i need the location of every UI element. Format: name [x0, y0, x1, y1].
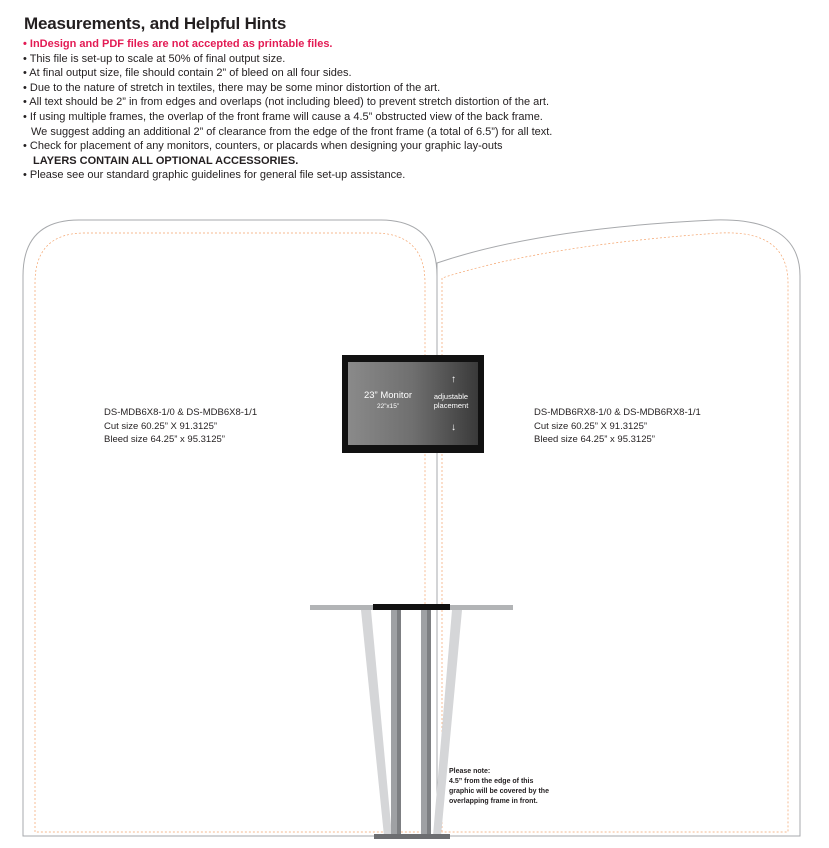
- note-line-3: graphic will be covered by the: [449, 788, 549, 795]
- hint-guidelines: • Please see our standard graphic guidelines for general file set-up assistance.: [23, 169, 406, 182]
- page-title: Measurements, and Helpful Hints: [24, 14, 287, 33]
- monitor-size: 22”x15”: [376, 403, 400, 410]
- hint-layers: LAYERS CONTAIN ALL OPTIONAL ACCESSORIES.: [33, 154, 299, 167]
- right-frame-model: DS-MDB6RX8-1/0 & DS-MDB6RX8-1/1: [534, 407, 701, 418]
- note-line-1: Please note:: [449, 768, 491, 775]
- adjustable-placement-label: [426, 392, 476, 410]
- hint-scale: • This file is set-up to scale at 50% of final output size.: [23, 52, 286, 65]
- overlap-note: [449, 767, 549, 807]
- adjustable-line-1: adjustable: [433, 392, 469, 401]
- right-frame-outline: [437, 220, 800, 836]
- hint-placement: • Check for placement of any monitors, counters, or placards when designing your graphic lay-outs: [23, 140, 503, 153]
- counter-base: [374, 834, 450, 839]
- counter-top-center: [373, 604, 450, 610]
- hint-file-types: • InDesign and PDF files are not accepted as printable files.: [23, 38, 333, 50]
- monitor-label: 23” Monitor: [363, 390, 413, 401]
- counter-post-left-shade: [397, 610, 401, 836]
- right-frame-bleed-size: Bleed size 64.25” x 95.3125”: [534, 434, 655, 445]
- hint-stretch: • Due to the nature of stretch in textiles, there may be some minor distortion of the art.: [23, 81, 441, 94]
- left-frame-specs: [104, 406, 257, 447]
- hint-bleed: • At final output size, file should contain 2” of bleed on all four sides.: [23, 67, 352, 80]
- monitor: [342, 355, 484, 453]
- arrow-down-icon: ↓: [451, 422, 456, 433]
- counter-post-right-shade: [427, 610, 431, 836]
- monitor-screen: [348, 362, 478, 445]
- right-frame-specs: [534, 406, 701, 447]
- hint-text-margin: • All text should be 2” in from edges and overlaps (not including bleed) to prevent stretch distortion of the art.: [23, 96, 550, 109]
- arrow-up-icon: ↑: [451, 374, 456, 385]
- note-line-4: overlapping frame in front.: [449, 798, 538, 805]
- left-frame-bleed-size: Bleed size 64.25” x 95.3125”: [104, 434, 225, 445]
- hint-overlap: • If using multiple frames, the overlap of the front frame will cause a 4.5” obstructed view of the back frame.: [23, 110, 543, 123]
- right-frame-cut-size: Cut size 60.25” X 91.3125”: [534, 420, 648, 432]
- adjustable-line-2: placement: [433, 401, 469, 410]
- hint-overlap-clearance: We suggest adding an additional 2” of clearance from the edge of the front frame (a total of 6.5”) for all text.: [31, 125, 553, 138]
- left-frame-model: DS-MDB6X8-1/0 & DS-MDB6X8-1/1: [104, 407, 258, 418]
- note-line-2: 4.5” from the edge of this: [449, 778, 534, 785]
- left-frame-cut-size: Cut size 60.25” X 91.3125”: [104, 420, 218, 432]
